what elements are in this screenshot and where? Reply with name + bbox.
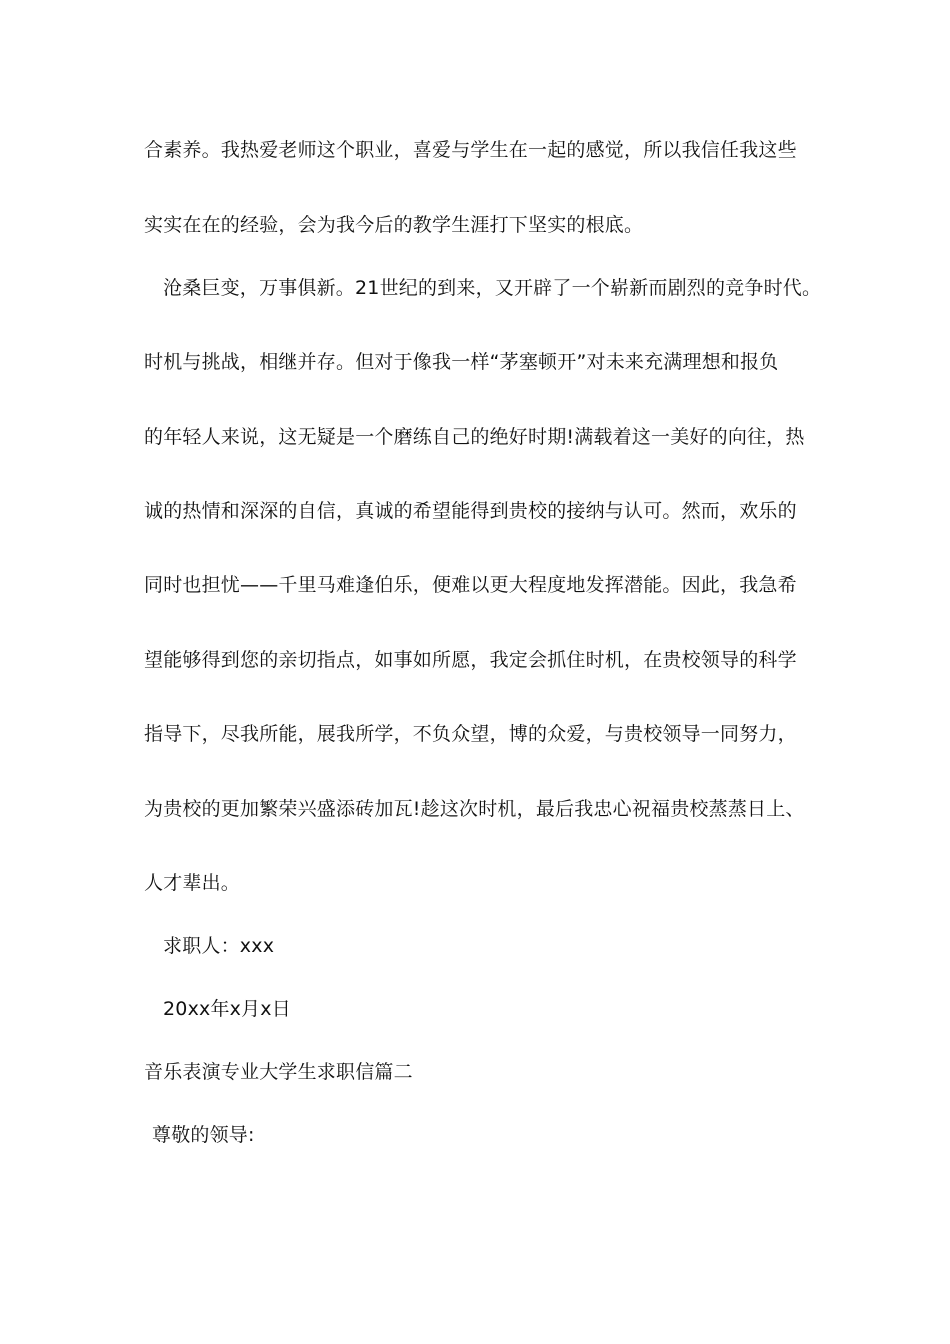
body-line-4: 时机与挑战，相继并存。但对于像我一样“茅塞顿开”对未来充满理想和报负 <box>144 351 779 373</box>
date-line: 20xx年x月x日 <box>163 998 291 1020</box>
body-line-10: 为贵校的更加繁荣兴盛添砖加瓦!趁这次时机，最后我忠心祝福贵校蒸蒸日上、 <box>144 798 805 820</box>
body-line-11: 人才辈出。 <box>144 872 241 894</box>
body-line-5: 的年轻人来说，这无疑是一个磨练自己的绝好时期!满载着这一美好的向往，热 <box>144 426 805 448</box>
section-title: 音乐表演专业大学生求职信篇二 <box>144 1061 413 1083</box>
body-line-8: 望能够得到您的亲切指点，如事如所愿，我定会抓住时机，在贵校领导的科学 <box>144 649 797 671</box>
salutation: 尊敬的领导: <box>152 1124 255 1146</box>
body-line-1: 合素养。我热爱老师这个职业，喜爱与学生在一起的感觉，所以我信任我这些 <box>144 139 797 161</box>
body-line-2: 实实在在的经验，会为我今后的教学生涯打下坚实的根底。 <box>144 214 644 236</box>
body-line-3: 沧桑巨变，万事俱新。21世纪的到来，又开辟了一个崭新而剧烈的竞争时代。 <box>163 277 822 299</box>
body-line-6: 诚的热情和深深的自信，真诚的希望能得到贵校的接纳与认可。然而，欢乐的 <box>144 500 797 522</box>
signature-line: 求职人：xxx <box>163 935 275 957</box>
body-line-9: 指导下，尽我所能，展我所学，不负众望，博的众爱，与贵校领导一同努力， <box>144 723 797 745</box>
body-line-7: 同时也担忧——千里马难逢伯乐，便难以更大程度地发挥潜能。因此，我急希 <box>144 574 797 596</box>
